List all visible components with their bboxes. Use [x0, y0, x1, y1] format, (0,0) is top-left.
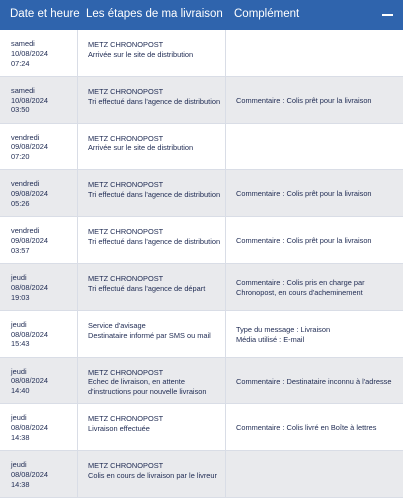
date-time: 15:43: [11, 339, 30, 349]
step-location: METZ CHRONOPOST: [88, 461, 164, 471]
date-day: vendredi: [11, 226, 40, 236]
column-divider: [225, 77, 226, 123]
step-description: Arrivée sur le site de distribution: [88, 143, 194, 153]
date-day: jeudi: [11, 413, 27, 423]
table-row: [0, 30, 403, 77]
cell-step: [88, 368, 222, 397]
date-date: 10/08/2024: [11, 48, 48, 58]
cell-step: [88, 40, 222, 60]
column-divider: [77, 217, 78, 263]
column-divider: [225, 358, 226, 404]
column-divider: [225, 451, 226, 497]
cell-step: [88, 274, 222, 294]
column-divider: [225, 404, 226, 450]
date-day: samedi: [11, 39, 35, 48]
step-location: METZ CHRONOPOST: [88, 273, 164, 283]
cell-complement: [236, 325, 394, 345]
cell-date: [11, 226, 77, 255]
date-date: 08/08/2024: [11, 423, 48, 433]
cell-step: [88, 461, 222, 481]
column-divider: [225, 311, 226, 357]
step-location: Service d'avisage: [88, 320, 146, 330]
date-date: 08/08/2024: [11, 329, 48, 339]
date-day: jeudi: [11, 319, 27, 329]
step-description: Destinataire informé par SMS ou mail: [88, 330, 211, 340]
header-complement: Complément: [234, 8, 300, 20]
table-row: [0, 217, 403, 264]
cell-date: [11, 320, 77, 349]
cell-complement: [236, 377, 394, 387]
date-day: vendredi: [11, 179, 40, 189]
date-date: 08/08/2024: [11, 469, 48, 479]
cell-date: [11, 413, 77, 442]
date-date: 09/08/2024: [11, 189, 48, 199]
column-divider: [225, 170, 226, 216]
column-divider: [77, 358, 78, 404]
date-time: 14:38: [11, 479, 30, 489]
cell-complement: [236, 236, 394, 246]
cell-date: [11, 367, 77, 396]
column-divider: [77, 77, 78, 123]
column-divider: [225, 124, 226, 170]
cell-step: [88, 227, 222, 247]
column-divider: [225, 30, 226, 76]
date-time: 19:03: [11, 292, 30, 302]
cell-complement: [236, 423, 394, 433]
date-day: jeudi: [11, 460, 27, 470]
collapse-button[interactable]: [379, 7, 395, 23]
date-day: vendredi: [11, 132, 40, 142]
step-location: METZ CHRONOPOST: [88, 133, 164, 143]
complement-text: Média utilisé : E-mail: [236, 334, 305, 344]
minus-icon: [382, 14, 393, 16]
cell-step: [88, 134, 222, 154]
date-date: 10/08/2024: [11, 95, 48, 105]
date-time: 03:57: [11, 245, 30, 255]
table-row: [0, 124, 403, 171]
step-location: METZ CHRONOPOST: [88, 180, 164, 190]
date-time: 14:38: [11, 432, 30, 442]
step-description: Tri effectué dans l'agence de distribution: [88, 236, 221, 246]
step-description: Colis en cours de livraison par le livreur: [88, 470, 217, 480]
cell-step: [88, 180, 222, 200]
column-divider: [77, 264, 78, 310]
cell-step: [88, 321, 222, 341]
table-row: [0, 264, 403, 311]
column-divider: [225, 217, 226, 263]
step-location: METZ CHRONOPOST: [88, 86, 164, 96]
table-body: [0, 30, 403, 498]
step-description: Tri effectué dans l'agence de distribution: [88, 190, 221, 200]
date-day: jeudi: [11, 366, 27, 376]
table-row: [0, 170, 403, 217]
date-time: 07:24: [11, 58, 30, 68]
column-divider: [77, 170, 78, 216]
cell-date: [11, 460, 77, 489]
date-date: 08/08/2024: [11, 376, 48, 386]
step-location: METZ CHRONOPOST: [88, 367, 164, 377]
complement-text: Commentaire : Colis prêt pour la livraison: [236, 189, 372, 199]
complement-text: Commentaire : Destinataire inconnu à l'adresse: [236, 376, 392, 386]
cell-step: [88, 414, 222, 434]
cell-complement: [236, 278, 394, 298]
table-header: [0, 0, 403, 30]
complement-text: Commentaire : Colis prêt pour la livraison: [236, 95, 372, 105]
step-location: METZ CHRONOPOST: [88, 227, 164, 237]
complement-text: Commentaire : Colis pris en charge par Chronopost, en cours d'acheminement: [236, 277, 365, 297]
table-row: [0, 404, 403, 451]
table-row: [0, 311, 403, 358]
step-description: Arrivée sur le site de distribution: [88, 49, 194, 59]
column-divider: [77, 451, 78, 497]
cell-date: [11, 86, 77, 115]
column-divider: [77, 404, 78, 450]
date-time: 07:20: [11, 152, 30, 162]
step-description: Echec de livraison, en attente d'instructions pour nouvelle livraison: [88, 377, 207, 397]
table-row: [0, 77, 403, 124]
date-date: 08/08/2024: [11, 282, 48, 292]
cell-date: [11, 39, 77, 68]
cell-step: [88, 87, 222, 107]
date-time: 14:40: [11, 386, 30, 396]
cell-date: [11, 133, 77, 162]
cell-date: [11, 273, 77, 302]
cell-complement: [236, 96, 394, 106]
date-time: 05:26: [11, 198, 30, 208]
date-date: 09/08/2024: [11, 142, 48, 152]
date-day: samedi: [11, 85, 35, 95]
column-divider: [77, 311, 78, 357]
step-location: METZ CHRONOPOST: [88, 40, 164, 49]
date-date: 09/08/2024: [11, 235, 48, 245]
table-row: [0, 451, 403, 498]
step-location: METZ CHRONOPOST: [88, 414, 164, 424]
step-description: Livraison effectuée: [88, 424, 150, 434]
complement-text: Commentaire : Colis livré en Boîte à lettres: [236, 423, 377, 433]
header-steps: Les étapes de ma livraison: [86, 8, 223, 20]
date-day: jeudi: [11, 272, 27, 282]
complement-text: Commentaire : Colis prêt pour la livraison: [236, 236, 372, 246]
column-divider: [77, 124, 78, 170]
header-date: Date et heure: [10, 8, 80, 20]
table-row: [0, 358, 403, 405]
step-description: Tri effectué dans l'agence de distribution: [88, 96, 221, 106]
complement-text: Type du message : Livraison: [236, 324, 331, 334]
cell-complement: [236, 189, 394, 199]
column-divider: [77, 30, 78, 76]
step-description: Tri effectué dans l'agence de départ: [88, 283, 206, 293]
column-divider: [225, 264, 226, 310]
cell-date: [11, 179, 77, 208]
date-time: 03:50: [11, 105, 30, 115]
